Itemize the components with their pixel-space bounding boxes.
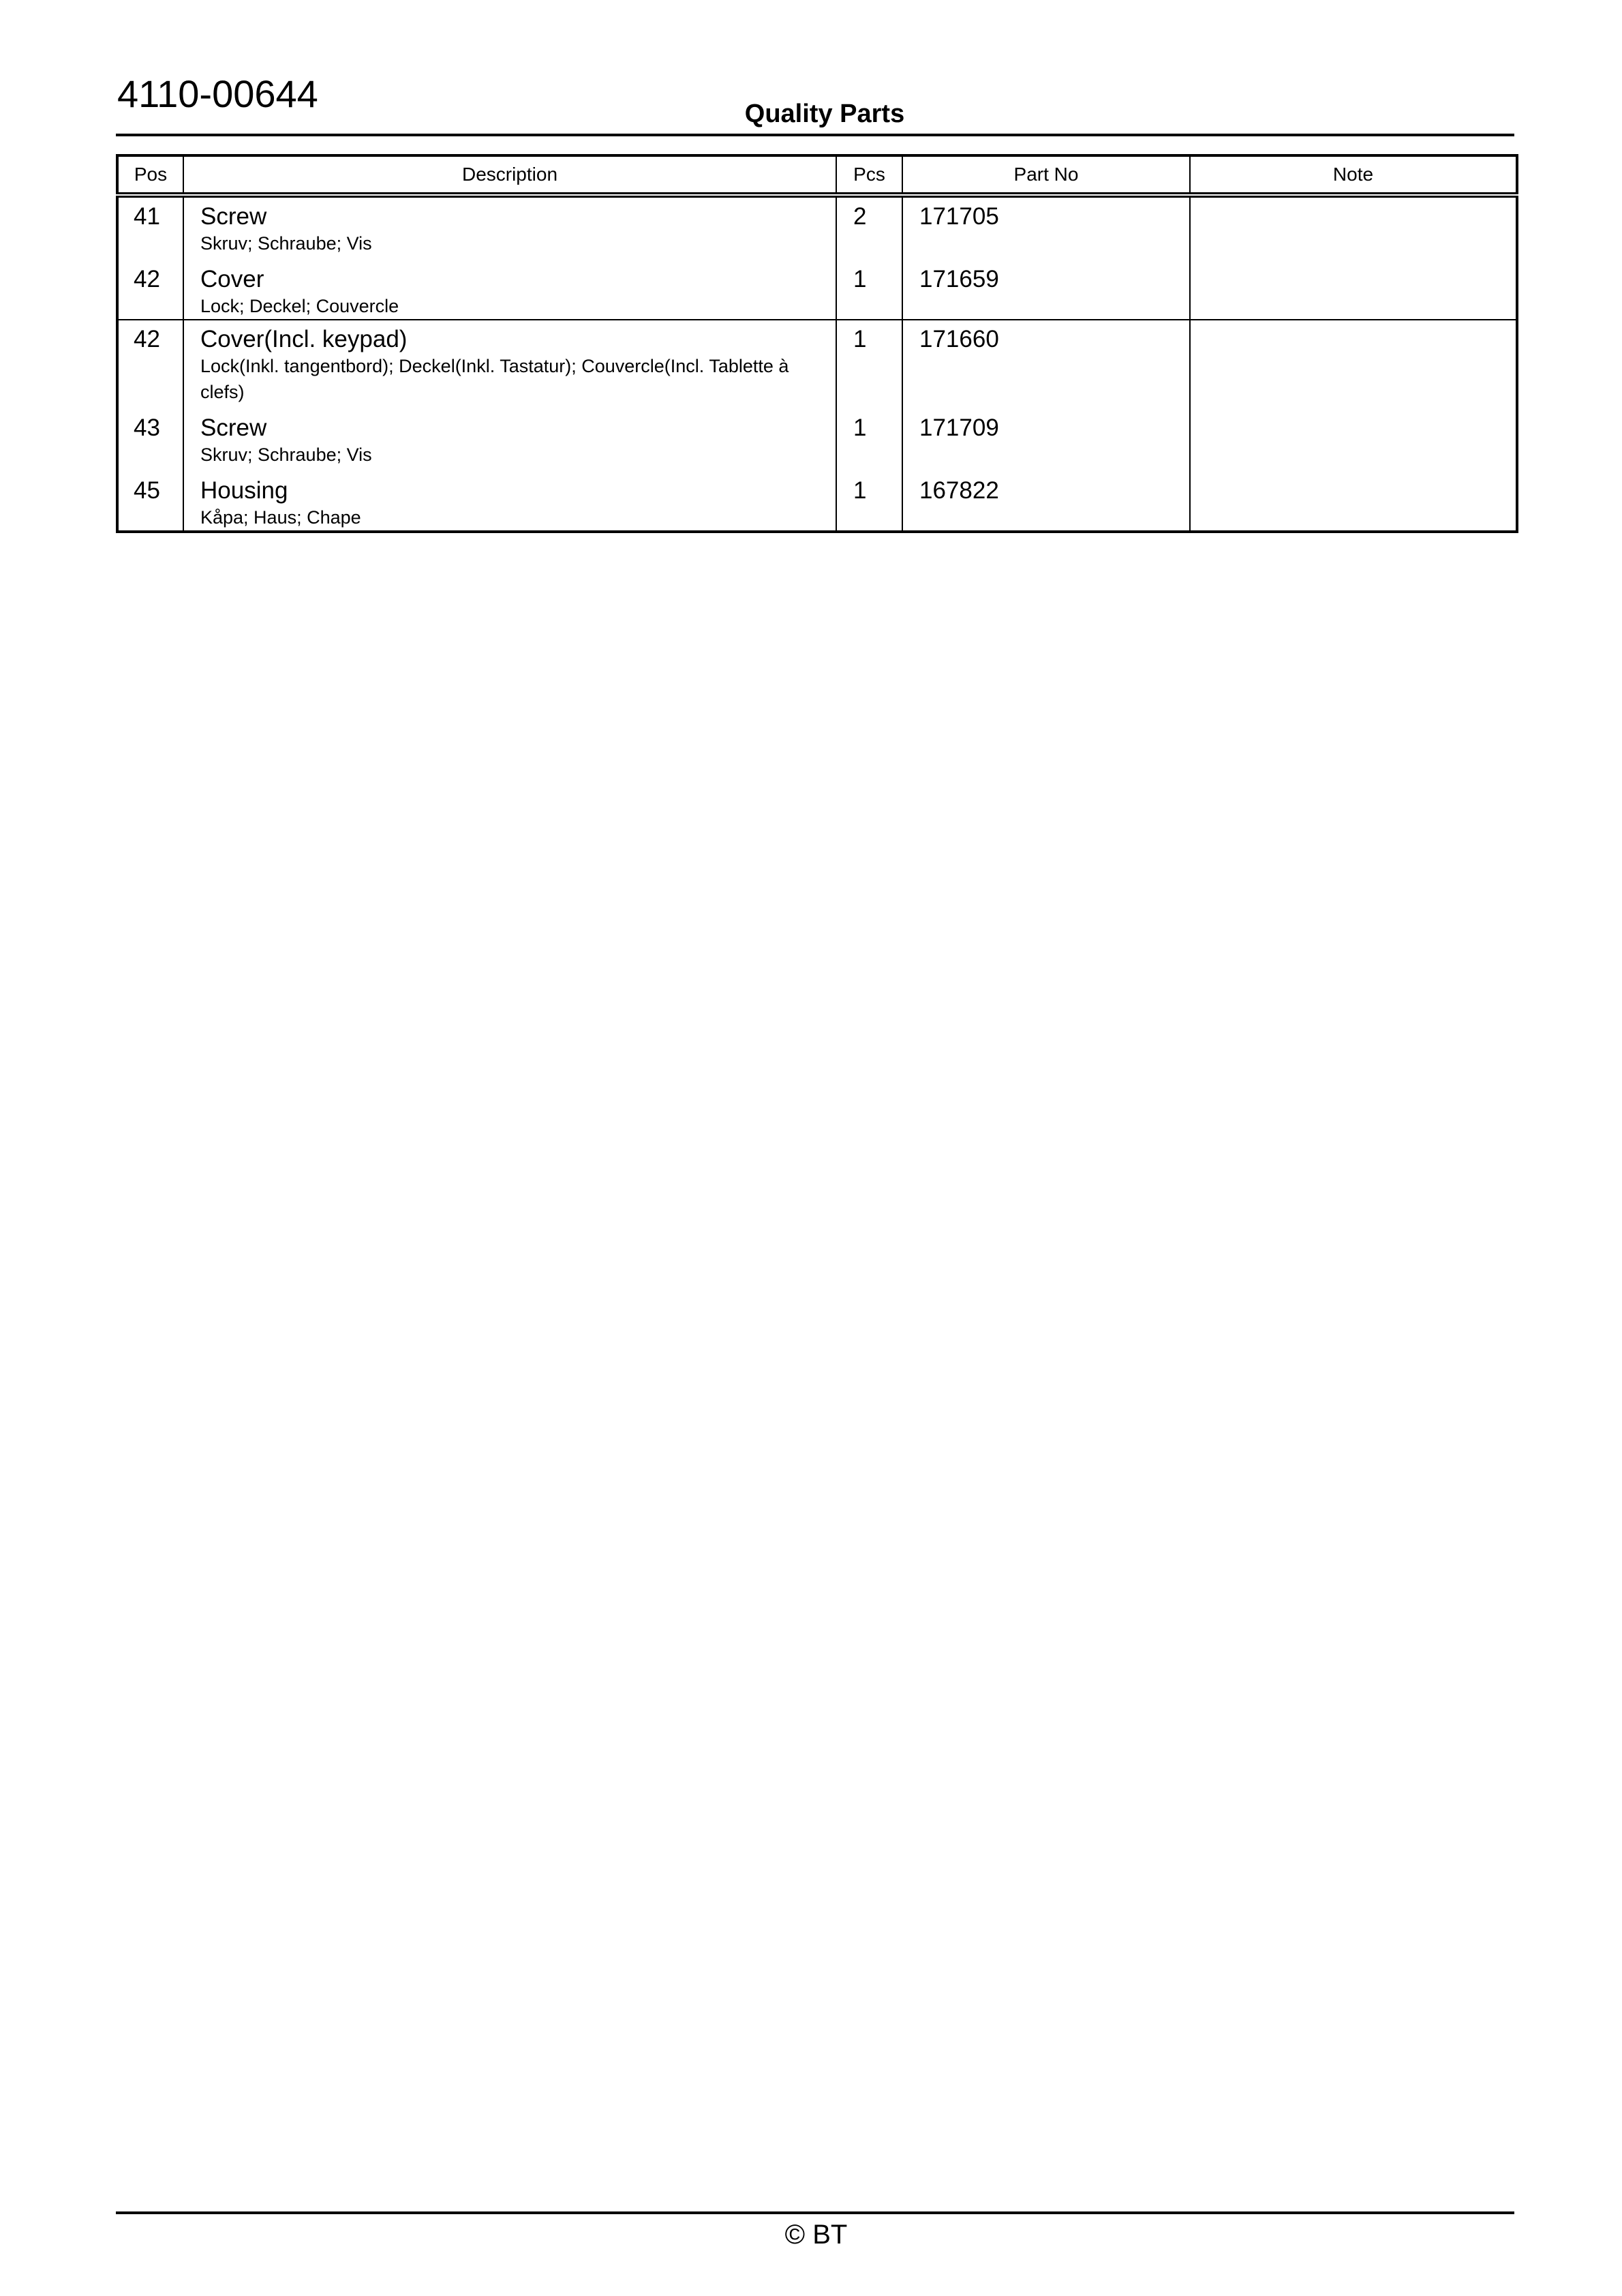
page-title: Quality Parts (744, 100, 905, 128)
cell-part-no: 171709 (902, 409, 1190, 472)
document-number: 4110-00644 (117, 72, 318, 115)
table-row (117, 409, 1517, 472)
part-translations: Lock(Inkl. tangentbord); Deckel(Inkl. Tastatur); Couvercle(Incl. Tablette à clefs) (200, 356, 789, 402)
table-row (117, 320, 1517, 409)
cell-pcs: 1 (836, 260, 902, 320)
cell-pcs: 2 (836, 195, 902, 260)
table-row (117, 260, 1517, 320)
part-translations: Kåpa; Haus; Chape (200, 507, 361, 528)
cell-part-no: 171705 (902, 195, 1190, 260)
cell-description (183, 195, 836, 260)
part-translations: Skruv; Schraube; Vis (200, 233, 372, 254)
part-name: Screw (200, 414, 267, 441)
cell-note (1190, 260, 1517, 320)
table-header-row (117, 155, 1517, 195)
cell-description (183, 260, 836, 320)
table-row (117, 472, 1517, 532)
part-name: Screw (200, 203, 267, 230)
column-header-pcs: Pcs (836, 155, 902, 195)
column-header-pos: Pos (117, 155, 183, 195)
column-header-part-no: Part No (902, 155, 1190, 195)
part-name: Housing (200, 477, 288, 504)
column-header-note: Note (1190, 155, 1517, 195)
cell-note (1190, 320, 1517, 409)
cell-pcs: 1 (836, 472, 902, 532)
cell-pcs: 1 (836, 409, 902, 472)
cell-part-no: 171659 (902, 260, 1190, 320)
part-name: Cover (200, 266, 264, 292)
part-translations: Skruv; Schraube; Vis (200, 444, 372, 465)
cell-part-no: 171660 (902, 320, 1190, 409)
cell-note (1190, 409, 1517, 472)
column-header-description: Description (183, 155, 836, 195)
cell-part-no: 167822 (902, 472, 1190, 532)
table-row (117, 195, 1517, 260)
cell-pos: 42 (117, 320, 183, 409)
footer-divider (116, 2211, 1514, 2214)
cell-description (183, 472, 836, 532)
cell-pcs: 1 (836, 320, 902, 409)
cell-note (1190, 472, 1517, 532)
cell-pos: 45 (117, 472, 183, 532)
cell-description (183, 409, 836, 472)
cell-description (183, 320, 836, 409)
part-translations: Lock; Deckel; Couvercle (200, 296, 399, 316)
cell-pos: 43 (117, 409, 183, 472)
cell-pos: 42 (117, 260, 183, 320)
copyright-notice: © BT (784, 2220, 848, 2250)
part-name: Cover(Incl. keypad) (200, 326, 408, 352)
parts-table (116, 154, 1518, 533)
cell-note (1190, 195, 1517, 260)
cell-pos: 41 (117, 195, 183, 260)
header-divider (116, 134, 1514, 136)
